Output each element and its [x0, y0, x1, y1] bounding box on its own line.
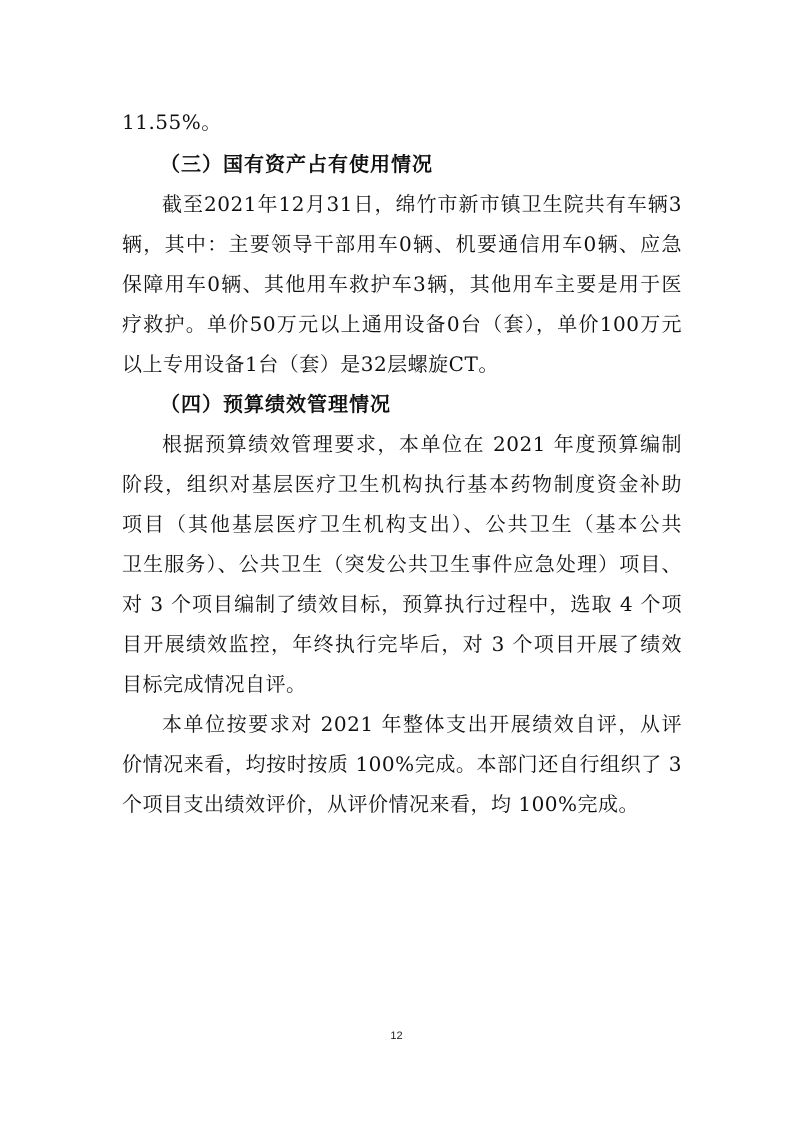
page-number: 12 [390, 1030, 403, 1042]
paragraph-line: 对 3 个项目编制了绩效目标，预算执行过程中，选取 4 个项 [122, 592, 682, 616]
paragraph-line: 保障用车0辆、其他用车救护车3辆，其他用车主要是用于医 [122, 272, 682, 296]
paragraph-line: 本单位按要求对 2021 年整体支出开展绩效自评，从评 [162, 712, 682, 736]
paragraph-line: 价情况来看，均按时按质 100%完成。本部门还自行组织了 3 [122, 752, 682, 776]
paragraph-line: 根据预算绩效管理要求，本单位在 2021 年度预算编制 [162, 432, 682, 456]
paragraph-line: 项目（其他基层医疗卫生机构支出）、公共卫生（基本公共 [122, 512, 682, 536]
paragraph-line: 截至2021年12月31日，绵竹市新市镇卫生院共有车辆3 [162, 192, 682, 216]
paragraph-line: 辆，其中：主要领导干部用车0辆、机要通信用车0辆、应急 [122, 232, 682, 256]
paragraph-line: 以上专用设备1台（套）是32层螺旋CT。 [122, 352, 499, 376]
paragraph-line: 个项目支出绩效评价，从评价情况来看，均 100%完成。 [122, 792, 640, 816]
paragraph-line: 卫生服务）、公共卫生（突发公共卫生事件应急处理）项目、 [122, 552, 682, 576]
section-heading-4: （四）预算绩效管理情况 [160, 392, 391, 416]
paragraph-line: 目开展绩效监控，年终执行完毕后，对 3 个项目开展了绩效 [122, 632, 682, 656]
paragraph-line: 疗救护。单价50万元以上通用设备0台（套），单价100万元 [122, 312, 682, 336]
paragraph-line: 目标完成情况自评。 [122, 672, 307, 696]
section-heading-3: （三）国有资产占有使用情况 [160, 152, 433, 176]
paragraph-line: 阶段，组织对基层医疗卫生机构执行基本药物制度资金补助 [122, 472, 682, 496]
text-line: 11.55%。 [122, 110, 222, 134]
